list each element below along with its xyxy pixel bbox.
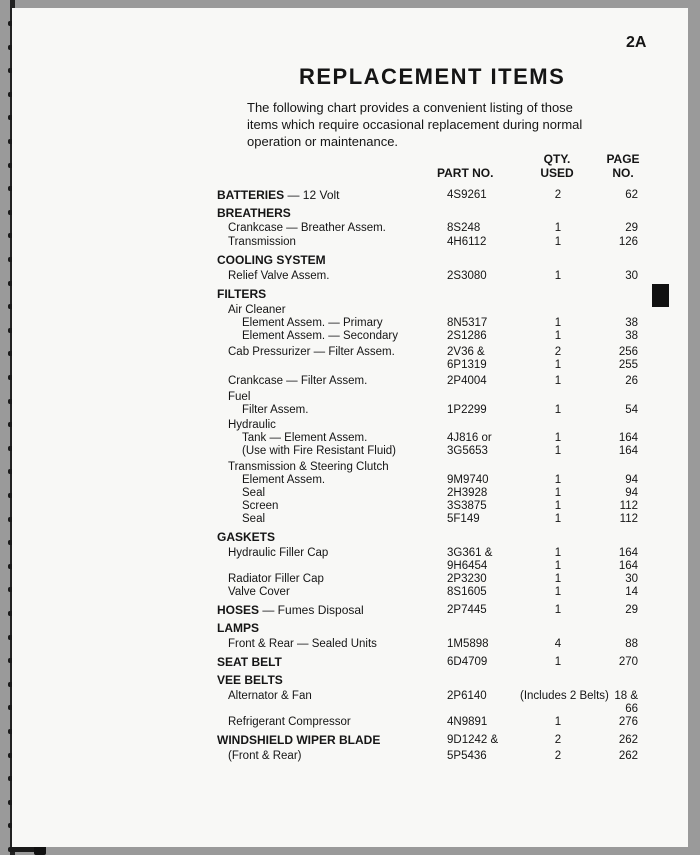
part-number: 5P5436 xyxy=(447,750,487,762)
item-label: Seal xyxy=(242,513,266,525)
header-part-no: PART NO. xyxy=(437,166,494,180)
qty-used: 1 xyxy=(554,547,562,559)
page-ref: 62 xyxy=(625,189,638,201)
qty-used: 1 xyxy=(554,359,562,371)
header-page-no xyxy=(598,152,648,180)
part-number: 3S3875 xyxy=(447,500,487,512)
table-row xyxy=(0,486,700,500)
table-row xyxy=(0,329,700,343)
part-number: 9M9740 xyxy=(447,474,489,486)
part-number: 5F149 xyxy=(447,513,480,525)
part-number: 4N9891 xyxy=(447,716,488,728)
table-row xyxy=(0,374,700,388)
qty-used: 1 xyxy=(554,474,562,486)
qty-used: 1 xyxy=(554,604,562,616)
table-row xyxy=(0,546,700,560)
table-row xyxy=(0,358,700,372)
qty-used: 1 xyxy=(554,236,562,248)
part-number: 2P4004 xyxy=(447,375,487,387)
item-label xyxy=(217,673,283,687)
item-label: Valve Cover xyxy=(228,586,290,598)
part-number: 2P6140 xyxy=(447,690,487,702)
page-ref: 255 xyxy=(618,359,638,371)
header-qty-line: QTY. xyxy=(543,152,571,166)
table-row xyxy=(0,621,700,635)
part-number: 2S1286 xyxy=(447,330,487,342)
part-number: 6P1319 xyxy=(447,359,487,371)
category-name: GASKETS xyxy=(217,530,276,544)
item-label: (Use with Fire Resistant Fluid) xyxy=(242,445,397,457)
qty-used: 2 xyxy=(554,189,562,201)
qty-used: 2 xyxy=(554,734,562,746)
part-number: 8S1605 xyxy=(447,586,487,598)
item-label: Relief Valve Assem. xyxy=(228,270,330,282)
table-row xyxy=(0,702,700,716)
part-number: 4S9261 xyxy=(447,189,487,201)
item-label: Element Assem. xyxy=(242,474,326,486)
qty-used: 1 xyxy=(554,432,562,444)
category-name: BATTERIES xyxy=(217,188,285,202)
part-number: 2P7445 xyxy=(447,604,487,616)
category-name: COOLING SYSTEM xyxy=(217,253,326,267)
item-label xyxy=(217,603,364,617)
page-ref: 66 xyxy=(625,703,638,715)
item-label xyxy=(217,655,282,669)
page-ref: 30 xyxy=(625,573,638,585)
item-label: Cab Pressurizer — Filter Assem. xyxy=(228,346,395,358)
page-ref: 38 xyxy=(625,330,638,342)
table-row xyxy=(0,390,700,404)
item-label: Element Assem. — Primary xyxy=(242,317,383,329)
page-ref: 256 xyxy=(618,346,638,358)
table-row xyxy=(0,749,700,763)
page-ref: 29 xyxy=(625,222,638,234)
page-ref: 88 xyxy=(625,638,638,650)
table-row xyxy=(0,206,700,220)
part-number: 2H3928 xyxy=(447,487,488,499)
item-label xyxy=(217,287,266,301)
qty-used: 1 xyxy=(554,375,562,387)
part-number: 6D4709 xyxy=(447,656,488,668)
table-row xyxy=(0,403,700,417)
table-row xyxy=(0,530,700,544)
page-ref: 29 xyxy=(625,604,638,616)
table-row xyxy=(0,499,700,513)
item-label: Front & Rear — Sealed Units xyxy=(228,638,377,650)
table-row xyxy=(0,603,700,617)
table-row xyxy=(0,559,700,573)
category-name: FILTERS xyxy=(217,287,267,301)
qty-used: 1 xyxy=(554,716,562,728)
item-label xyxy=(217,621,259,635)
page-ref: 112 xyxy=(619,500,638,512)
item-label: Crankcase — Breather Assem. xyxy=(228,222,386,234)
qty-used: 4 xyxy=(554,638,562,650)
table-row xyxy=(0,431,700,445)
table-row xyxy=(0,303,700,317)
item-label xyxy=(217,733,380,747)
page-ref: 262 xyxy=(618,734,638,746)
category-name: HOSES xyxy=(217,603,260,617)
table-row xyxy=(0,585,700,599)
qty-used: 1 xyxy=(554,404,562,416)
qty-used: 1 xyxy=(554,513,562,525)
part-number: 2P3230 xyxy=(447,573,487,585)
item-label xyxy=(217,253,326,267)
qty-used: (Includes 2 Belts) xyxy=(520,690,609,702)
table-row xyxy=(0,316,700,330)
intro-line: items which require occasional replacement during normal xyxy=(247,117,583,132)
page-ref: 164 xyxy=(618,432,638,444)
part-number: 1P2299 xyxy=(447,404,487,416)
part-number: 3G5653 xyxy=(447,445,488,457)
item-label: Element Assem. — Secondary xyxy=(242,330,398,342)
qty-used: 1 xyxy=(554,222,562,234)
qty-used: 1 xyxy=(554,656,562,668)
item-label: Seal xyxy=(242,487,266,499)
table-row xyxy=(0,673,700,687)
page-ref: 164 xyxy=(618,547,638,559)
table-row xyxy=(0,572,700,586)
page-ref: 30 xyxy=(625,270,638,282)
page-ref: 164 xyxy=(618,445,638,457)
table-row xyxy=(0,689,700,703)
table-row xyxy=(0,188,700,202)
intro-line: The following chart provides a convenient listing of those xyxy=(247,100,573,115)
page-ref: 276 xyxy=(618,716,638,728)
page-ref: 18 & xyxy=(614,690,638,702)
category-name: SEAT BELT xyxy=(217,655,282,669)
item-label: Filter Assem. xyxy=(242,404,309,416)
item-label: Radiator Filler Cap xyxy=(228,573,324,585)
item-label: Hydraulic xyxy=(228,419,276,431)
header-qty-used xyxy=(532,152,582,180)
item-label: Transmission & Steering Clutch xyxy=(228,461,389,473)
table-row xyxy=(0,473,700,487)
page-ref: 270 xyxy=(618,656,638,668)
part-number: 9H6454 xyxy=(447,560,488,572)
category-suffix: — Fumes Disposal xyxy=(259,603,364,617)
qty-used: 1 xyxy=(554,586,562,598)
item-label: Transmission xyxy=(228,236,296,248)
qty-used: 1 xyxy=(554,270,562,282)
qty-used: 2 xyxy=(554,346,562,358)
part-number: 4H6112 xyxy=(447,236,487,248)
table-row xyxy=(0,287,700,301)
qty-used: 1 xyxy=(554,330,562,342)
part-number: 8N5317 xyxy=(447,317,488,329)
table-row xyxy=(0,460,700,474)
table-row xyxy=(0,253,700,267)
page-ref: 38 xyxy=(625,317,638,329)
table-row xyxy=(0,655,700,669)
category-name: WINDSHIELD WIPER BLADE xyxy=(217,733,381,747)
part-number: 3G361 & xyxy=(447,547,493,559)
table-row xyxy=(0,221,700,235)
page-ref: 126 xyxy=(618,236,638,248)
part-number: 9D1242 & xyxy=(447,734,499,746)
category-name: BREATHERS xyxy=(217,206,291,220)
page-ref: 94 xyxy=(625,487,638,499)
qty-used: 1 xyxy=(554,560,562,572)
table-row xyxy=(0,733,700,747)
item-label xyxy=(217,206,291,220)
page-title: REPLACEMENT ITEMS xyxy=(299,64,566,89)
item-label xyxy=(217,188,340,202)
item-label: Fuel xyxy=(228,391,251,403)
page-ref: 262 xyxy=(618,750,638,762)
header-page-line: NO. xyxy=(612,166,634,180)
part-number: 4J816 or xyxy=(447,432,492,444)
category-name: LAMPS xyxy=(217,621,259,635)
page-ref: 164 xyxy=(618,560,638,572)
page-ref: 14 xyxy=(625,586,638,598)
table-row xyxy=(0,512,700,526)
category-suffix: — 12 Volt xyxy=(284,188,340,202)
page-number: 2A xyxy=(626,34,647,51)
page-ref: 54 xyxy=(625,404,638,416)
table-row xyxy=(0,345,700,359)
item-label: Crankcase — Filter Assem. xyxy=(228,375,368,387)
table-row xyxy=(0,444,700,458)
qty-used: 1 xyxy=(554,487,562,499)
item-label xyxy=(217,530,275,544)
table-row xyxy=(0,637,700,651)
part-number: 2V36 & xyxy=(447,346,485,358)
table-row xyxy=(0,269,700,283)
qty-used: 2 xyxy=(554,750,562,762)
intro-line: operation or maintenance. xyxy=(247,134,399,149)
part-number: 2S3080 xyxy=(447,270,487,282)
item-label: Screen xyxy=(242,500,279,512)
item-label: Alternator & Fan xyxy=(228,690,312,702)
table-row xyxy=(0,418,700,432)
part-number: 8S248 xyxy=(447,222,481,234)
table-row xyxy=(0,715,700,729)
page-ref: 112 xyxy=(619,513,638,525)
qty-used: 1 xyxy=(554,445,562,457)
item-label: (Front & Rear) xyxy=(228,750,302,762)
item-label: Refrigerant Compressor xyxy=(228,716,351,728)
item-label: Tank — Element Assem. xyxy=(242,432,368,444)
table-row xyxy=(0,235,700,249)
page-ref: 94 xyxy=(625,474,638,486)
category-name: VEE BELTS xyxy=(217,673,283,687)
header-qty-line: USED xyxy=(540,166,574,180)
item-label: Hydraulic Filler Cap xyxy=(228,547,329,559)
item-label: Air Cleaner xyxy=(228,304,286,316)
part-number: 1M5898 xyxy=(447,638,489,650)
qty-used: 1 xyxy=(554,317,562,329)
qty-used: 1 xyxy=(554,500,562,512)
header-page-line: PAGE xyxy=(606,152,640,166)
intro-paragraph xyxy=(247,99,582,150)
page-ref: 26 xyxy=(625,375,638,387)
qty-used: 1 xyxy=(554,573,562,585)
